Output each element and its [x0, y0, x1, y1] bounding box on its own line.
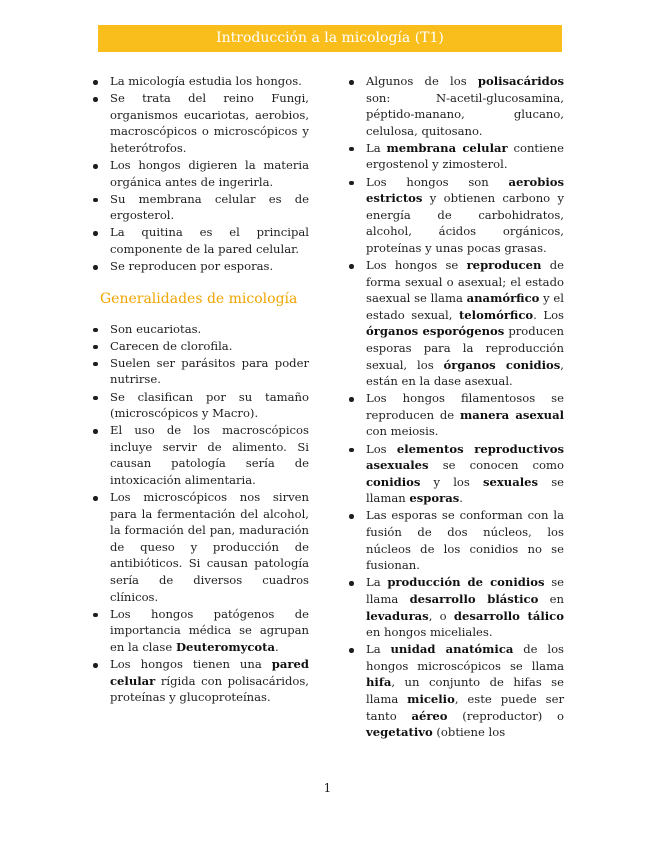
- text-segment: de forma sexual o asexual; el estado saexual se llama: [366, 258, 564, 306]
- text-segment: La quitina es el principal componente de la pared celular.: [110, 225, 309, 256]
- list-item: [348, 73, 564, 139]
- text-segment: Su membrana celular es de ergosterol.: [110, 191, 309, 223]
- text-segment: . Los: [533, 307, 564, 322]
- list-item: [92, 258, 309, 275]
- bold-term: elementos reproductivos asexuales: [366, 441, 564, 473]
- bold-term: aerobios estrictos: [366, 174, 564, 206]
- text-segment: Se trata del reino Fungi, organismos eucariotas, aerobios, macroscópicos o microscópicos y heterótrofos.: [110, 91, 309, 155]
- text-segment: se llaman: [366, 474, 565, 506]
- list-item: [92, 90, 309, 156]
- text-segment: en hongos miceliales.: [366, 625, 493, 640]
- right-bullet-list: [348, 73, 564, 741]
- list-item: [348, 140, 564, 173]
- text-segment: Suelen ser parásitos para poder nutrirse.: [110, 355, 309, 387]
- text-segment: Los hongos se: [366, 258, 467, 273]
- text-segment: El uso de los macroscópicos incluye servir de alimento. Si causan patología sería de intoxicación alimentaria.: [110, 423, 309, 487]
- section-title-banner: [98, 25, 562, 52]
- subheading: Generalidades de micología: [100, 290, 298, 307]
- list-item: [348, 507, 564, 573]
- list-item: [92, 355, 309, 388]
- list-item: [348, 257, 564, 390]
- text-segment: , un conjunto de hifas se llama: [366, 675, 564, 706]
- text-segment: se conocen como: [428, 458, 564, 473]
- text-segment: Los: [366, 441, 397, 456]
- text-segment: contiene ergostenol y zimosterol.: [366, 140, 564, 172]
- list-item: [92, 73, 309, 90]
- list-item: [348, 390, 564, 440]
- bold-term: pared celular: [110, 657, 309, 688]
- list-item: [92, 224, 309, 257]
- text-segment: en: [538, 591, 565, 606]
- bold-term: manera asexual: [459, 407, 564, 422]
- list-item: [92, 422, 309, 488]
- general-bullet-list: [92, 321, 309, 706]
- text-segment: La: [366, 575, 388, 590]
- bold-term: levaduras: [366, 608, 429, 623]
- text-segment: Los hongos filamentosos se reproducen de: [366, 391, 564, 422]
- list-item: [92, 338, 309, 355]
- text-segment: y obtienen carbono y energía de carbohidratos, alcohol, ácidos orgánicos, proteínas y unas pocas grasas.: [366, 191, 564, 255]
- bold-term: unidad anatómica: [390, 642, 514, 657]
- text-segment: son: N-acetil-glucosamina, péptido-manano, glucano, celulosa, quitosano.: [366, 90, 564, 138]
- left-column: [92, 73, 309, 706]
- text-segment: .: [459, 491, 463, 506]
- list-item: [92, 656, 309, 706]
- right-column: [348, 73, 564, 741]
- text-segment: Las esporas se conforman con la fusión de dos núcleos, los núcleos de los conidios no se fusionan.: [366, 508, 564, 573]
- text-segment: Son eucariotas.: [110, 321, 202, 336]
- list-item: [348, 441, 564, 507]
- text-segment: rígida con polisacáridos, proteínas y glucoproteínas.: [110, 673, 309, 705]
- text-segment: Los hongos digieren la materia orgánica antes de ingerirla.: [110, 157, 309, 189]
- text-segment: La micología estudia los hongos.: [110, 74, 302, 88]
- text-segment: y los: [420, 474, 483, 489]
- list-item: [348, 574, 564, 640]
- bold-term: membrana celular: [386, 140, 508, 155]
- text-segment: , están en la dase asexual.: [366, 357, 564, 389]
- text-segment: y el estado sexual,: [366, 291, 564, 322]
- bold-term: vegetativo: [366, 725, 433, 740]
- text-segment: Se clasifican por su tamaño (microscópicos y Macro).: [110, 389, 309, 421]
- text-segment: Carecen de clorofila.: [110, 338, 233, 353]
- bold-term: telomórfico: [458, 307, 534, 322]
- list-item: [92, 157, 309, 190]
- text-segment: , o: [428, 608, 454, 623]
- list-item: [92, 389, 309, 422]
- bold-term: micelio: [407, 691, 455, 706]
- text-segment: Los microscópicos nos sirven para la fermentación del alcohol, la formación del pan, maduración de queso y producción de antibióticos. Si causan patología sería de diversos cuadros clínicos.: [110, 490, 309, 604]
- list-item: [92, 321, 309, 338]
- text-segment: (reproductor) o: [447, 708, 564, 723]
- bold-term: hifa: [366, 675, 392, 690]
- text-segment: (obtiene los: [432, 725, 506, 740]
- text-segment: .: [275, 639, 279, 654]
- bold-term: conidios: [366, 474, 421, 489]
- bold-term: anamórfico: [466, 291, 540, 306]
- bold-term: desarrollo blástico: [409, 591, 539, 606]
- text-segment: Los hongos tienen una: [110, 657, 272, 671]
- bold-term: órganos conidios: [443, 357, 561, 372]
- bold-term: Deuteromycota: [175, 639, 276, 654]
- bold-term: desarrollo tálico: [453, 608, 564, 623]
- text-segment: , este puede ser tanto: [366, 691, 565, 723]
- text-segment: La: [366, 140, 387, 155]
- text-segment: Se reproducen por esporas.: [110, 259, 274, 274]
- bold-term: producción de conidios: [387, 575, 545, 590]
- text-segment: de los hongos microscópicos se llama: [366, 642, 565, 673]
- bold-term: sexuales: [482, 474, 539, 489]
- text-segment: se llama: [366, 575, 565, 606]
- bold-term: órganos esporógenos: [366, 324, 505, 339]
- list-item: [92, 606, 309, 656]
- text-segment: La: [366, 642, 391, 657]
- bold-term: esporas: [409, 491, 460, 506]
- page-number: 1: [323, 781, 332, 795]
- bold-term: reproducen: [466, 258, 542, 273]
- list-item: [348, 641, 564, 741]
- intro-bullet-list: [92, 73, 309, 275]
- text-segment: Los hongos son: [366, 174, 509, 189]
- bold-term: polisacáridos: [477, 74, 564, 88]
- bold-term: aéreo: [411, 708, 448, 723]
- list-item: [348, 174, 564, 257]
- text-segment: Algunos de los: [366, 74, 478, 88]
- text-segment: producen esporas para la reproducción sexual, los: [366, 324, 564, 372]
- text-segment: con meiosis.: [366, 424, 439, 439]
- list-item: [92, 489, 309, 605]
- text-segment: Los hongos patógenos de importancia médica se agrupan en la clase: [110, 606, 309, 654]
- list-item: [92, 191, 309, 224]
- section-title: Introducción a la micología (T1): [216, 30, 444, 46]
